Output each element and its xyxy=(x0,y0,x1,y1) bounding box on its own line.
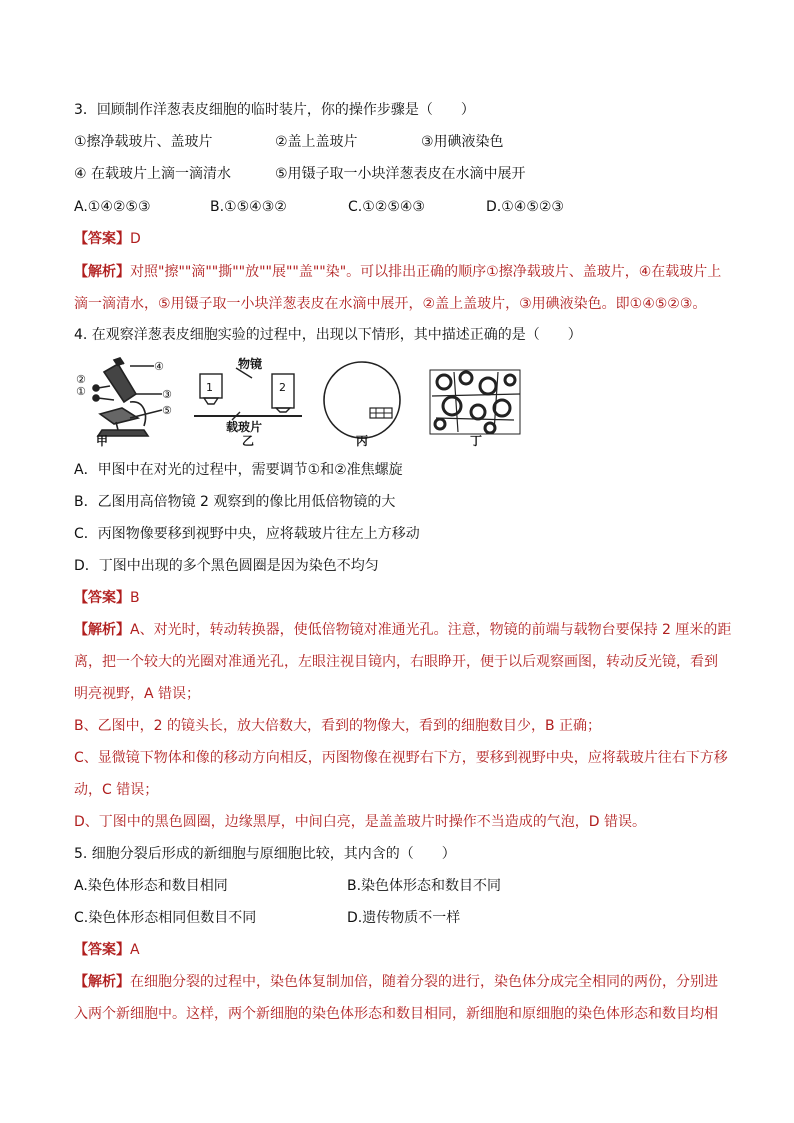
q3-step-4: ④ 在载玻片上滴一滴清水 xyxy=(74,166,232,182)
q4-figure-svg xyxy=(74,356,524,446)
objective-label: 物镜 xyxy=(238,357,263,371)
lens-2-label: 2 xyxy=(279,381,286,394)
q3-step-1: ①擦净载玻片、盖玻片 xyxy=(74,134,213,150)
q5-option-b: B.染色体形态和数目不同 xyxy=(347,878,502,894)
microscope-drawing xyxy=(93,358,162,436)
q3-answer xyxy=(74,229,141,249)
q4-option-a: A．甲图中在对光的过程中，需要调节①和②准焦螺旋 xyxy=(74,462,403,478)
q3-analysis-line-1 xyxy=(74,262,721,282)
q5-analysis-line-1 xyxy=(74,972,718,992)
q4-stem: 4. 在观察洋葱表皮细胞实验的过程中，出现以下情形，其中描述正确的是（ ） xyxy=(74,327,582,343)
field-of-view-drawing xyxy=(324,362,400,438)
analysis-tag: 【解析】 xyxy=(74,622,130,638)
answer-tag: 【答案】 xyxy=(74,590,130,606)
q3-option-b: B.①⑤④③② xyxy=(210,199,287,215)
analysis-tag: 【解析】 xyxy=(74,974,130,990)
figure-label-yi: 乙 xyxy=(242,434,255,448)
q4-analysis-line-3: 明亮视野，A 错误； xyxy=(74,686,201,702)
figure-label-ding: 丁 xyxy=(470,434,483,448)
marker-1: ② xyxy=(76,373,86,386)
answer-tag: 【答案】 xyxy=(74,231,130,247)
q4-option-b: B．乙图用高倍物镜 2 观察到的像比用低倍物镜的大 xyxy=(74,494,396,510)
q4-analysis-line-6: 动，C 错误； xyxy=(74,782,159,798)
q3-step-3: ③用碘液染色 xyxy=(421,134,504,150)
bubbles-drawing xyxy=(430,370,520,434)
q3-step-5: ⑤用镊子取一小块洋葱表皮在水滴中展开 xyxy=(275,166,526,182)
q4-analysis-line-4: B、乙图中，2 的镜头长，放大倍数大，看到的物像大，看到的细胞数目少，B 正确； xyxy=(74,718,602,734)
q3-option-d: D.①④⑤②③ xyxy=(486,199,564,215)
answer-value: D xyxy=(130,231,141,247)
objectives-drawing xyxy=(194,368,302,420)
figure-label-bing: 丙 xyxy=(356,434,369,448)
slide-label: 载玻片 xyxy=(226,420,263,434)
q3-step-2: ②盖上盖玻片 xyxy=(275,134,358,150)
q4-option-c: C．丙图物像要移到视野中央，应将载玻片往左上方移动 xyxy=(74,526,420,542)
answer-tag: 【答案】 xyxy=(74,942,130,958)
q5-option-a: A.染色体形态和数目相同 xyxy=(74,878,228,894)
figure-label-jia: 甲 xyxy=(96,434,109,448)
q3-analysis-line-2: 滴一滴清水，⑤用镊子取一小块洋葱表皮在水滴中展开，②盖上盖玻片，③用碘液染色。即①④⑤②③。 xyxy=(74,296,707,312)
marker-5: ⑤ xyxy=(162,404,172,417)
q4-analysis-line-5: C、显微镜下物体和像的移动方向相反，丙图物像在视野右下方，要移到视野中央，应将载玻片往右下方移 xyxy=(74,750,728,766)
q4-analysis-line-2: 离，把一个较大的光圈对准通光孔，左眼注视目镜内，右眼睁开，便于以后观察画图，转动反光镜，看到 xyxy=(74,654,718,670)
q3-option-a: A.①④②⑤③ xyxy=(74,199,151,215)
q5-option-c: C.染色体形态相同但数目不同 xyxy=(74,910,257,926)
q4-answer xyxy=(74,588,140,608)
lens-1-label: 1 xyxy=(206,381,213,394)
answer-value: A xyxy=(130,942,140,958)
q4-analysis-line-1 xyxy=(74,620,731,640)
q3-stem: 3．回顾制作洋葱表皮细胞的临时装片，你的操作步骤是（ ） xyxy=(74,102,475,118)
analysis-text: 在细胞分裂的过程中，染色体复制加倍，随着分裂的进行，染色体分成完全相同的两份，分别进 xyxy=(130,974,718,990)
q3-option-c: C.①②⑤④③ xyxy=(348,199,425,215)
q5-answer xyxy=(74,940,140,960)
q5-analysis-line-2: 入两个新细胞中。这样，两个新细胞的染色体形态和数目相同，新细胞和原细胞的染色体形态和数目均相 xyxy=(74,1006,718,1022)
answer-value: B xyxy=(130,590,140,606)
marker-2: ① xyxy=(76,385,86,398)
marker-3: ③ xyxy=(162,388,172,401)
analysis-tag: 【解析】 xyxy=(74,264,130,280)
q4-figure xyxy=(74,356,524,446)
q4-analysis-line-7: D、丁图中的黑色圆圈，边缘黑厚，中间白亮，是盖盖玻片时操作不当造成的气泡，D 错误。 xyxy=(74,814,647,830)
q5-option-d: D.遗传物质不一样 xyxy=(347,910,461,926)
q4-option-d: D．丁图中出现的多个黑色圆圈是因为染色不均匀 xyxy=(74,558,379,574)
q5-stem: 5. 细胞分裂后形成的新细胞与原细胞比较，其内含的（ ） xyxy=(74,846,456,862)
analysis-text: 对照"擦""滴""撕""放""展""盖""染"。可以排出正确的顺序①擦净载玻片、盖玻片，④在载玻片上 xyxy=(130,264,722,280)
analysis-text: A、对光时，转动转换器，使低倍物镜对准通光孔。注意，物镜的前端与载物台要保持 2 厘米的距 xyxy=(130,622,732,638)
marker-4: ④ xyxy=(154,360,164,373)
